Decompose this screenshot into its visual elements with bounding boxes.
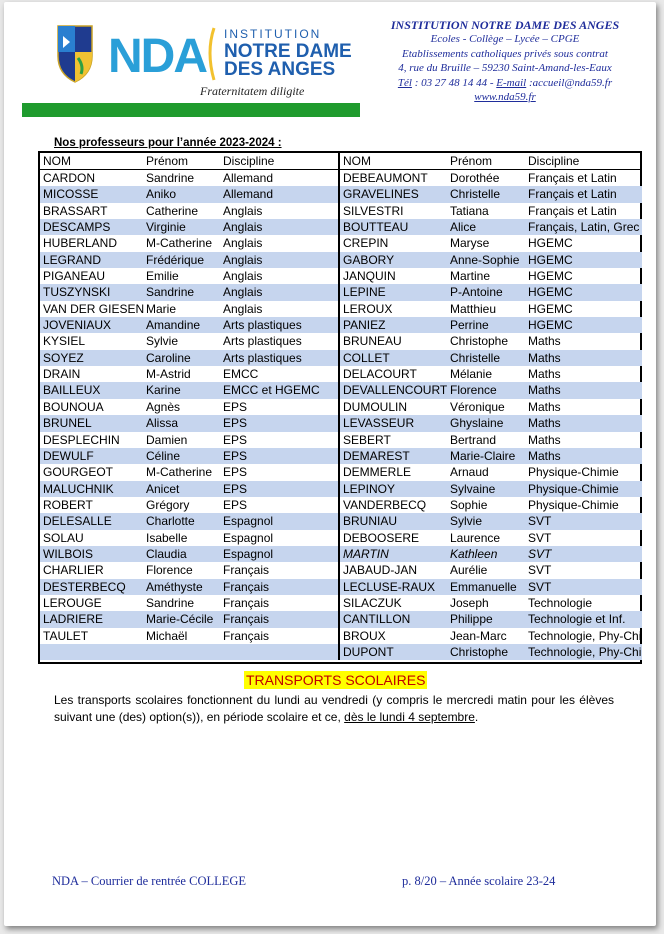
green-bar — [22, 103, 360, 117]
teacher-discipline: Espagnol — [223, 514, 274, 529]
teacher-discipline: Français, Latin, Grec — [528, 220, 640, 235]
teacher-last-name: LADRIERE — [43, 612, 104, 627]
table-title: Nos professeurs pour l’année 2023-2024 : — [54, 137, 282, 149]
teacher-discipline: EPS — [223, 497, 248, 512]
teacher-last-name: SOYEZ — [43, 350, 84, 365]
teacher-first-name: Tatiana — [450, 203, 489, 218]
teacher-last-name: DUMOULIN — [343, 399, 408, 414]
teacher-last-name: LEPINE — [343, 285, 386, 300]
teacher-first-name: Anne-Sophie — [450, 252, 520, 267]
teacher-last-name: SILACZUK — [343, 595, 402, 610]
teacher-last-name: BRUNEAU — [343, 334, 402, 349]
header-prenom: Prénom — [450, 154, 493, 168]
table-row — [340, 530, 642, 546]
teacher-last-name: BRUNIAU — [343, 514, 398, 529]
table-row — [40, 366, 338, 382]
teacher-discipline: Anglais — [223, 220, 263, 235]
teacher-last-name: DEMMERLE — [343, 465, 412, 480]
teacher-discipline: HGEMC — [528, 285, 573, 300]
teacher-last-name: BOUNOUA — [43, 399, 104, 414]
teacher-first-name: Sandrine — [146, 171, 195, 185]
svg-text:NOTRE DAME: NOTRE DAME — [224, 41, 352, 62]
teacher-last-name: DESPLECHIN — [43, 432, 120, 447]
teacher-discipline: Français — [223, 563, 270, 578]
svg-text:INSTITUTION: INSTITUTION — [224, 27, 322, 41]
teacher-last-name: SILVESTRI — [343, 203, 404, 218]
teacher-discipline: EPS — [223, 399, 248, 414]
teacher-first-name: Laurence — [450, 530, 501, 545]
teacher-first-name: Maryse — [450, 236, 490, 251]
teacher-discipline: SVT — [528, 546, 552, 561]
teacher-discipline: HGEMC — [528, 301, 573, 316]
table-row — [340, 301, 642, 317]
teacher-last-name — [40, 644, 146, 660]
table-header-row — [40, 153, 338, 170]
teacher-discipline: Français — [223, 579, 270, 594]
teacher-first-name: Anicet — [146, 481, 180, 496]
teacher-last-name: CARDON — [43, 171, 96, 185]
table-row — [40, 644, 338, 660]
teacher-first-name: M-Catherine — [146, 465, 213, 480]
table-row — [40, 268, 338, 284]
teacher-first-name: Sylvie — [146, 334, 179, 349]
teacher-first-name: Aniko — [146, 187, 177, 202]
table-row — [340, 448, 642, 464]
footer-left: NDA – Courrier de rentrée COLLEGE — [52, 874, 247, 888]
teacher-first-name: Charlotte — [146, 514, 195, 529]
header-nom: NOM — [343, 154, 371, 168]
table-row — [40, 333, 338, 349]
teacher-first-name: Emilie — [146, 269, 179, 284]
nda-logo — [54, 22, 364, 84]
teacher-first-name: Florence — [146, 563, 193, 578]
transports-title: TRANSPORTS SCOLAIRES — [246, 672, 426, 688]
teacher-discipline: Technologie, Phy-Chi — [528, 628, 642, 643]
teacher-discipline: SVT — [528, 579, 552, 594]
table-row — [340, 644, 642, 660]
teacher-first-name: Martine — [450, 269, 491, 284]
teacher-first-name: Philippe — [450, 612, 493, 627]
teacher-discipline: Arts plastiques — [223, 318, 302, 333]
table-row — [340, 432, 642, 448]
teacher-discipline: Allemand — [223, 187, 274, 202]
teacher-last-name: CREPIN — [343, 236, 389, 251]
teacher-last-name: DESCAMPS — [43, 220, 111, 235]
teacher-discipline: Anglais — [223, 252, 263, 267]
teacher-last-name: JOVENIAUX — [43, 318, 112, 333]
teacher-first-name: Sylvie — [450, 514, 483, 529]
teacher-first-name: Céline — [146, 448, 181, 463]
table-row — [340, 595, 642, 611]
table-row — [340, 252, 642, 268]
teacher-discipline: HGEMC — [528, 252, 573, 267]
teacher-last-name: DEMAREST — [343, 448, 410, 463]
teacher-first-name: Ghyslaine — [450, 416, 504, 431]
header-discipline: Discipline — [223, 154, 275, 168]
teacher-first-name: Virginie — [146, 220, 186, 235]
teacher-first-name: Alissa — [146, 416, 179, 431]
teacher-first-name: Christophe — [450, 334, 509, 349]
teacher-discipline: Maths — [528, 367, 561, 382]
teacher-last-name: DEWULF — [43, 448, 94, 463]
tel-number: : 03 27 48 14 44 - — [411, 76, 497, 89]
footer-right: p. 8/20 – Année scolaire 23-24 — [402, 874, 556, 888]
teacher-discipline: Anglais — [223, 269, 263, 284]
teacher-discipline: Technologie et Inf. — [528, 612, 626, 627]
teacher-discipline: EPS — [223, 416, 248, 431]
teacher-discipline: Physique-Chimie — [528, 481, 619, 496]
teacher-discipline: SVT — [528, 530, 552, 545]
teacher-last-name: GABORY — [343, 252, 395, 267]
teacher-first-name: Grégory — [146, 497, 190, 512]
table-row — [40, 415, 338, 431]
teacher-last-name: TUSZYNSKI — [43, 285, 111, 300]
table-row — [40, 186, 338, 202]
teacher-first-name: Sandrine — [146, 285, 195, 300]
teacher-discipline: Français — [223, 612, 270, 627]
header-nom: NOM — [43, 154, 71, 168]
teacher-discipline: Technologie — [528, 595, 593, 610]
teacher-first-name: Catherine — [146, 203, 199, 218]
teacher-discipline: Maths — [528, 399, 561, 414]
teacher-first-name: Perrine — [450, 318, 489, 333]
teacher-first-name: Emmanuelle — [450, 579, 517, 594]
table-row — [40, 513, 338, 529]
table-row — [40, 611, 338, 627]
teacher-discipline: EMCC — [223, 367, 259, 382]
teacher-last-name: HUBERLAND — [43, 236, 118, 251]
teacher-last-name: BRUNEL — [43, 416, 92, 431]
teacher-discipline: Allemand — [223, 171, 274, 185]
teacher-first-name: Marie — [146, 301, 177, 316]
teacher-first-name: Alice — [450, 220, 477, 235]
teacher-discipline: Technologie, Phy-Chi — [528, 644, 642, 659]
teacher-discipline: Physique-Chimie — [528, 497, 619, 512]
teacher-last-name: LECLUSE-RAUX — [343, 579, 436, 594]
tel-label: Tél — [397, 76, 412, 89]
table-row — [340, 186, 642, 202]
teacher-first-name: Claudia — [146, 546, 187, 561]
teacher-first-name: Marie-Cécile — [146, 612, 214, 627]
table-row — [40, 628, 338, 644]
table-row — [40, 481, 338, 497]
teacher-last-name: CHARLIER — [43, 563, 104, 578]
teacher-last-name: ROBERT — [43, 497, 93, 512]
teacher-last-name: BOUTTEAU — [343, 220, 409, 235]
table-row — [340, 235, 642, 251]
teacher-last-name: LEPINOY — [343, 481, 396, 496]
teacher-discipline: Français — [223, 628, 270, 643]
teacher-last-name: VANDERBECQ — [343, 497, 427, 512]
table-row — [340, 579, 642, 595]
teacher-first-name: Agnès — [146, 399, 181, 414]
teacher-first-name: P-Antoine — [450, 285, 503, 300]
table-row — [40, 350, 338, 366]
document-page — [4, 2, 656, 926]
teacher-discipline: Anglais — [223, 301, 263, 316]
teacher-discipline: Espagnol — [223, 546, 274, 561]
table-row — [40, 399, 338, 415]
table-row — [40, 252, 338, 268]
teachers-column-left — [40, 153, 338, 660]
teacher-discipline: Physique-Chimie — [528, 465, 619, 480]
table-row — [40, 382, 338, 398]
table-row — [340, 464, 642, 480]
table-row — [40, 432, 338, 448]
teacher-last-name: COLLET — [343, 350, 390, 365]
table-header-row — [340, 153, 642, 170]
teacher-last-name: TAULET — [43, 628, 89, 643]
schools-line: Ecoles - Collège – Lycée – CPGE — [430, 33, 580, 46]
teacher-last-name: LEVASSEUR — [343, 416, 415, 431]
teacher-last-name: DRAIN — [43, 367, 81, 382]
teacher-last-name: JANQUIN — [343, 269, 396, 284]
teacher-discipline: Français — [223, 595, 270, 610]
teacher-first-name: Sophie — [450, 497, 488, 512]
table-row — [340, 203, 642, 219]
teacher-last-name: DELACOURT — [343, 367, 417, 382]
table-row — [40, 284, 338, 300]
teacher-discipline: EPS — [223, 481, 248, 496]
email-label[interactable]: E-mail — [496, 76, 527, 89]
teacher-discipline: Anglais — [223, 236, 263, 251]
teacher-first-name: Kathleen — [450, 546, 498, 561]
teacher-discipline: Arts plastiques — [223, 334, 302, 349]
table-row — [340, 611, 642, 627]
teacher-discipline — [223, 644, 338, 660]
table-row — [40, 219, 338, 235]
teacher-first-name: Améthyste — [146, 579, 203, 594]
table-row — [40, 497, 338, 513]
teacher-last-name: BRASSART — [43, 203, 108, 218]
teacher-discipline: SVT — [528, 514, 552, 529]
teacher-discipline: Maths — [528, 416, 561, 431]
teachers-column-right — [338, 153, 642, 660]
teacher-last-name: JABAUD-JAN — [343, 563, 418, 578]
table-row — [40, 170, 338, 186]
table-row — [40, 546, 338, 562]
teacher-discipline: Espagnol — [223, 530, 274, 545]
teacher-first-name: Joseph — [450, 595, 489, 610]
teacher-last-name: LEROUGE — [43, 595, 102, 610]
teacher-discipline: HGEMC — [528, 269, 573, 284]
table-row — [340, 546, 642, 562]
teacher-first-name: Aurélie — [450, 563, 488, 578]
institution-address-block — [374, 18, 636, 104]
teacher-first-name: Caroline — [146, 350, 191, 365]
svg-text:NDA: NDA — [108, 30, 206, 83]
transports-text: Les transports scolaires fonctionnent du lundi au vendredi (y compris le mercredi matin pour les élèves suivant une (des) option(s)), en période scolaire et ce, dès le lundi 4 septembre. — [54, 693, 614, 724]
table-row — [40, 464, 338, 480]
teacher-last-name: VAN DER GIESEN — [43, 301, 145, 316]
table-row — [340, 513, 642, 529]
teacher-first-name: Marie-Claire — [450, 448, 516, 463]
table-row — [40, 579, 338, 595]
address-line: 4, rue du Bruille – 59230 Saint-Amand-les-Eaux — [398, 62, 612, 75]
table-row — [340, 382, 642, 398]
table-row — [340, 481, 642, 497]
teacher-discipline: Français et Latin — [528, 187, 617, 202]
table-row — [340, 284, 642, 300]
website-link[interactable]: www.nda59.fr — [474, 91, 536, 104]
table-row — [340, 219, 642, 235]
teacher-discipline: SVT — [528, 563, 552, 578]
table-row — [40, 301, 338, 317]
teacher-last-name: DEVALLENCOURT — [343, 383, 448, 398]
teacher-last-name: PIGANEAU — [43, 269, 106, 284]
table-row — [340, 317, 642, 333]
teacher-last-name: BAILLEUX — [43, 383, 101, 398]
motto: Fraternitatem diligite — [200, 84, 305, 98]
teacher-first-name: M-Catherine — [146, 236, 213, 251]
teacher-first-name: Sandrine — [146, 595, 195, 610]
teacher-last-name: PANIEZ — [343, 318, 386, 333]
teacher-last-name: KYSIEL — [43, 334, 86, 349]
teacher-discipline: EPS — [223, 432, 248, 447]
table-row — [40, 530, 338, 546]
table-row — [340, 415, 642, 431]
teacher-first-name: Sylvaine — [450, 481, 496, 496]
teacher-last-name: SOLAU — [43, 530, 84, 545]
teacher-last-name: DESTERBECQ — [43, 579, 126, 594]
header-prenom: Prénom — [146, 154, 189, 168]
teacher-discipline: EPS — [223, 465, 248, 480]
teacher-discipline: Arts plastiques — [223, 350, 302, 365]
table-row — [40, 235, 338, 251]
teacher-first-name: Jean-Marc — [450, 628, 507, 643]
teacher-first-name: Michaël — [146, 628, 188, 643]
teacher-last-name: DUPONT — [343, 644, 394, 659]
table-row — [40, 203, 338, 219]
table-row — [340, 333, 642, 349]
table-row — [40, 595, 338, 611]
teacher-first-name: Amandine — [146, 318, 201, 333]
teacher-first-name: Bertrand — [450, 432, 497, 447]
table-row — [340, 399, 642, 415]
teacher-last-name: MICOSSE — [43, 187, 99, 202]
teacher-last-name: LEGRAND — [43, 252, 102, 267]
table-row — [340, 366, 642, 382]
teacher-discipline: Maths — [528, 350, 561, 365]
table-row — [340, 497, 642, 513]
teacher-last-name: DEBEAUMONT — [343, 171, 428, 185]
contact-line — [374, 76, 636, 90]
teacher-last-name: LEROUX — [343, 301, 393, 316]
table-row — [340, 562, 642, 578]
table-row — [40, 448, 338, 464]
teacher-first-name: Frédérique — [146, 252, 205, 267]
teacher-first-name: Florence — [450, 383, 497, 398]
teacher-discipline: Anglais — [223, 285, 263, 300]
teacher-last-name: BROUX — [343, 628, 386, 643]
table-row — [340, 628, 642, 644]
teacher-discipline: HGEMC — [528, 236, 573, 251]
teacher-first-name: Christelle — [450, 350, 501, 365]
teacher-first-name: Christophe — [450, 644, 509, 659]
teacher-first-name: Christelle — [450, 187, 501, 202]
teacher-first-name — [146, 644, 223, 660]
teacher-discipline: Maths — [528, 448, 561, 463]
teacher-discipline: HGEMC — [528, 318, 573, 333]
teacher-discipline: EMCC et HGEMC — [223, 383, 320, 398]
teacher-discipline: Français et Latin — [528, 171, 617, 185]
table-row — [40, 317, 338, 333]
table-row — [340, 170, 642, 186]
teacher-last-name: CANTILLON — [343, 612, 411, 627]
teacher-discipline: Anglais — [223, 203, 263, 218]
teacher-discipline: Maths — [528, 334, 561, 349]
teacher-last-name: SEBERT — [343, 432, 391, 447]
teacher-discipline: Maths — [528, 432, 561, 447]
table-row — [340, 268, 642, 284]
teacher-last-name: GRAVELINES — [343, 187, 419, 202]
teacher-last-name: GOURGEOT — [43, 465, 114, 480]
teacher-last-name: DEBOOSERE — [343, 530, 420, 545]
svg-text:DES ANGES: DES ANGES — [224, 59, 336, 80]
teacher-first-name: Véronique — [450, 399, 505, 414]
header-discipline: Discipline — [528, 154, 580, 168]
teacher-first-name: Matthieu — [450, 301, 497, 316]
teacher-first-name: Isabelle — [146, 530, 188, 545]
table-row — [340, 350, 642, 366]
teacher-first-name: Dorothée — [450, 171, 500, 185]
table-row — [40, 562, 338, 578]
teacher-first-name: Karine — [146, 383, 181, 398]
teacher-discipline: Français et Latin — [528, 203, 617, 218]
teacher-last-name: MALUCHNIK — [43, 481, 114, 496]
teacher-discipline: Maths — [528, 383, 561, 398]
email-address[interactable]: :accueil@nda59.fr — [526, 76, 613, 89]
teacher-first-name: Arnaud — [450, 465, 489, 480]
establishments-line: Etablissements catholiques privés sous contrat — [402, 47, 608, 60]
institution-name: INSTITUTION NOTRE DAME DES ANGES — [390, 18, 620, 32]
teacher-last-name: WILBOIS — [43, 546, 94, 561]
teacher-discipline: EPS — [223, 448, 248, 463]
teacher-last-name: DELESALLE — [43, 514, 112, 529]
teachers-table — [38, 151, 642, 664]
teacher-first-name: Mélanie — [450, 367, 493, 382]
teacher-first-name: M-Astrid — [146, 367, 191, 382]
teacher-last-name: MARTIN — [343, 546, 389, 561]
teacher-first-name: Damien — [146, 432, 188, 447]
